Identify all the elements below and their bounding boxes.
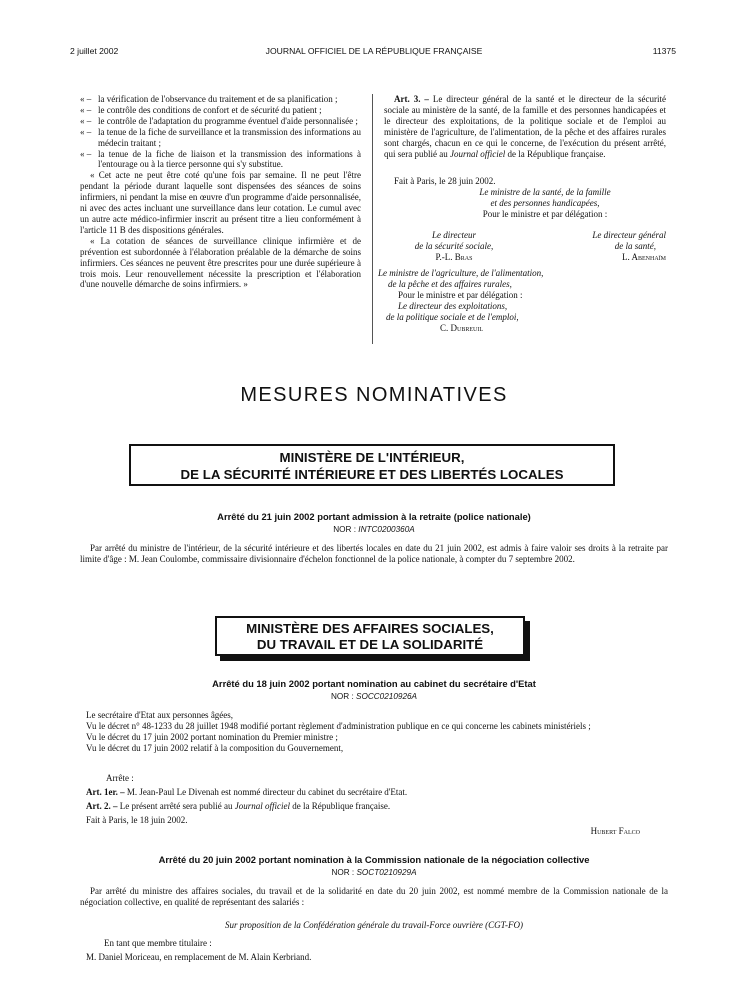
article-2: Art. 2. – Le présent arrêté sera publié au Journal officiel de la République française.: [86, 801, 391, 811]
delegation-line: Pour le ministre et par délégation :: [482, 209, 608, 219]
minister-title: Le ministre de la santé, de la famille et des personnes handicapées,: [479, 187, 611, 208]
signatory-name: L. Abenhaïm: [622, 252, 666, 262]
article-1: Art. 1er. – M. Jean-Paul Le Divenah est nommé directeur du cabinet du secrétaire d'Etat.: [86, 787, 408, 797]
arrete-text: Par arrêté du ministre des affaires sociales, du travail et de la solidarité en date du 20 juin 2002, est nommé membre de la Commission nationale de la négociation collective, en qualité de représentant des salariés :: [80, 886, 668, 907]
column-divider: [372, 94, 373, 344]
list-item: « – la tenue de la fiche de surveillance et la transmission des informations au médecin traitant ;: [80, 126, 361, 148]
nor-reference: NOR : SOCC0210926A: [330, 692, 418, 701]
header-date: 2 juillet 2002: [70, 46, 119, 56]
fait-paris: Fait à Paris, le 18 juin 2002.: [86, 815, 188, 825]
signatory-block: Le directeur général de la santé,: [592, 230, 666, 251]
ministry-box: MINISTÈRE DE L'INTÉRIEUR, DE LA SÉCURITÉ INTÉRIEURE ET DES LIBERTÉS LOCALES: [129, 444, 615, 486]
paragraph: « La cotation de séances de surveillance clinique infirmière et de prévention est subordonnée à l'élaboration préalable de la démarche de soins infirmiers. Ces séances ne peuvent être prescrites pour une durée supérieure à trois mois. Leur renouvellement nécessite la prescription et l'élaboration d'une nouvelle démarche de soins infirmiers. »: [80, 235, 361, 290]
ministry-box: MINISTÈRE DES AFFAIRES SOCIALES, DU TRAVAIL ET DE LA SOLIDARITÉ: [215, 616, 525, 656]
minister-title: Le ministre de l'agriculture, de l'alimentation, de la pêche et des affaires rurales,: [378, 268, 544, 289]
journal-title: JOURNAL OFFICIEL DE LA RÉPUBLIQUE FRANÇAISE: [265, 46, 483, 56]
arrete-text: Par arrêté du ministre de l'intérieur, de la sécurité intérieure et des libertés locales en date du 21 juin 2002, est admis à faire valoir ses droits à la retraite par limite d'âge : M. Jean Coulombe, commissaire divisionnaire d'échelon fonctionnel de la police nationale, à compter du 7 septembre 2002.: [80, 543, 668, 564]
left-column: [80, 94, 361, 290]
arrete-title: Arrêté du 21 juin 2002 portant admission à la retraite (police nationale): [217, 511, 531, 522]
signatory-block: Le directeur de la sécurité sociale,: [414, 230, 494, 251]
member-line: M. Daniel Moriceau, en remplacement de M. Alain Kerbriand.: [86, 952, 312, 962]
signature: Hubert Falco: [590, 826, 640, 836]
nor-reference: NOR : SOCT0210929A: [331, 868, 417, 877]
proposition: Sur proposition de la Confédération générale du travail-Force ouvrière (CGT-FO): [224, 920, 524, 930]
page-number: 11375: [652, 46, 676, 56]
signatory-name: C. Dubreuil: [440, 323, 484, 333]
fait-paris: Fait à Paris, le 28 juin 2002.: [394, 176, 496, 186]
signatory-name: P.-L. Bras: [435, 252, 473, 262]
list-item: « – la vérification de l'observance du traitement et de sa planification ;: [80, 94, 338, 104]
list-item: « – le contrôle de l'adaptation du programme éventuel d'aide personnalisée ;: [80, 115, 358, 126]
membre-titulaire: En tant que membre titulaire :: [104, 938, 212, 948]
delegation-line: Pour le ministre et par délégation :: [398, 290, 523, 300]
article-3: Art. 3. – Le directeur général de la santé et le directeur de la sécurité sociale au ministère de la santé, de la famille et des personnes handicapées et le directeur des exploitations, de la politique sociale et de l'emploi au ministère de l'agriculture, de l'alimentation, de la pêche et des affaires rurales sont chargés, chacun en ce qui le concerne, de l'exécution du présent arrêté, qui sera publié au Journal officiel de la République française.: [384, 94, 666, 159]
arrete-text: Le secrétaire d'Etat aux personnes âgées, Vu le décret n° 48-1233 du 28 juillet 1948 modifié portant règlement d'administration publique en ce qui concerne les cabinets ministériels ; Vu le décret du 17 juin 2002 portant nomination du Premier ministre ; Vu le décret du 17 juin 2002 relatif à la composition du Gouvernement,: [86, 710, 591, 753]
arrete-title: Arrêté du 20 juin 2002 portant nomination à la Commission nationale de la négociation collective: [158, 854, 590, 865]
right-column: [384, 94, 666, 159]
signatory-block: Le directeur des exploitations, de la politique sociale et de l'emploi,: [386, 301, 519, 322]
section-title: MESURES NOMINATIVES: [240, 384, 508, 406]
arrete-title: Arrêté du 18 juin 2002 portant nomination au cabinet du secrétaire d'Etat: [212, 678, 536, 689]
paragraph: « Cet acte ne peut être coté qu'une fois par semaine. Il ne peut l'être pendant la période durant laquelle sont dispensées des séances de soins infirmiers, ni pendant la mise en œuvre d'un programme d'aide personnalisée, ni avec des actes incluant une surveillance dans leur cotation. Le cumul avec un autre acte médico-infirmier inscrit au présent titre a lieu conformément à l'article 11 B des dispositions générales.: [80, 170, 361, 235]
list-item: « – le contrôle des conditions de confort et de sécurité du patient ;: [80, 104, 322, 115]
list-item: « – la tenue de la fiche de liaison et la transmission des informations à l'entourage ou à la tierce personne qui s'y substitue.: [80, 148, 361, 170]
nor-reference: NOR : INTC0200360A: [333, 525, 415, 534]
arrete-word: Arrête :: [106, 773, 134, 783]
